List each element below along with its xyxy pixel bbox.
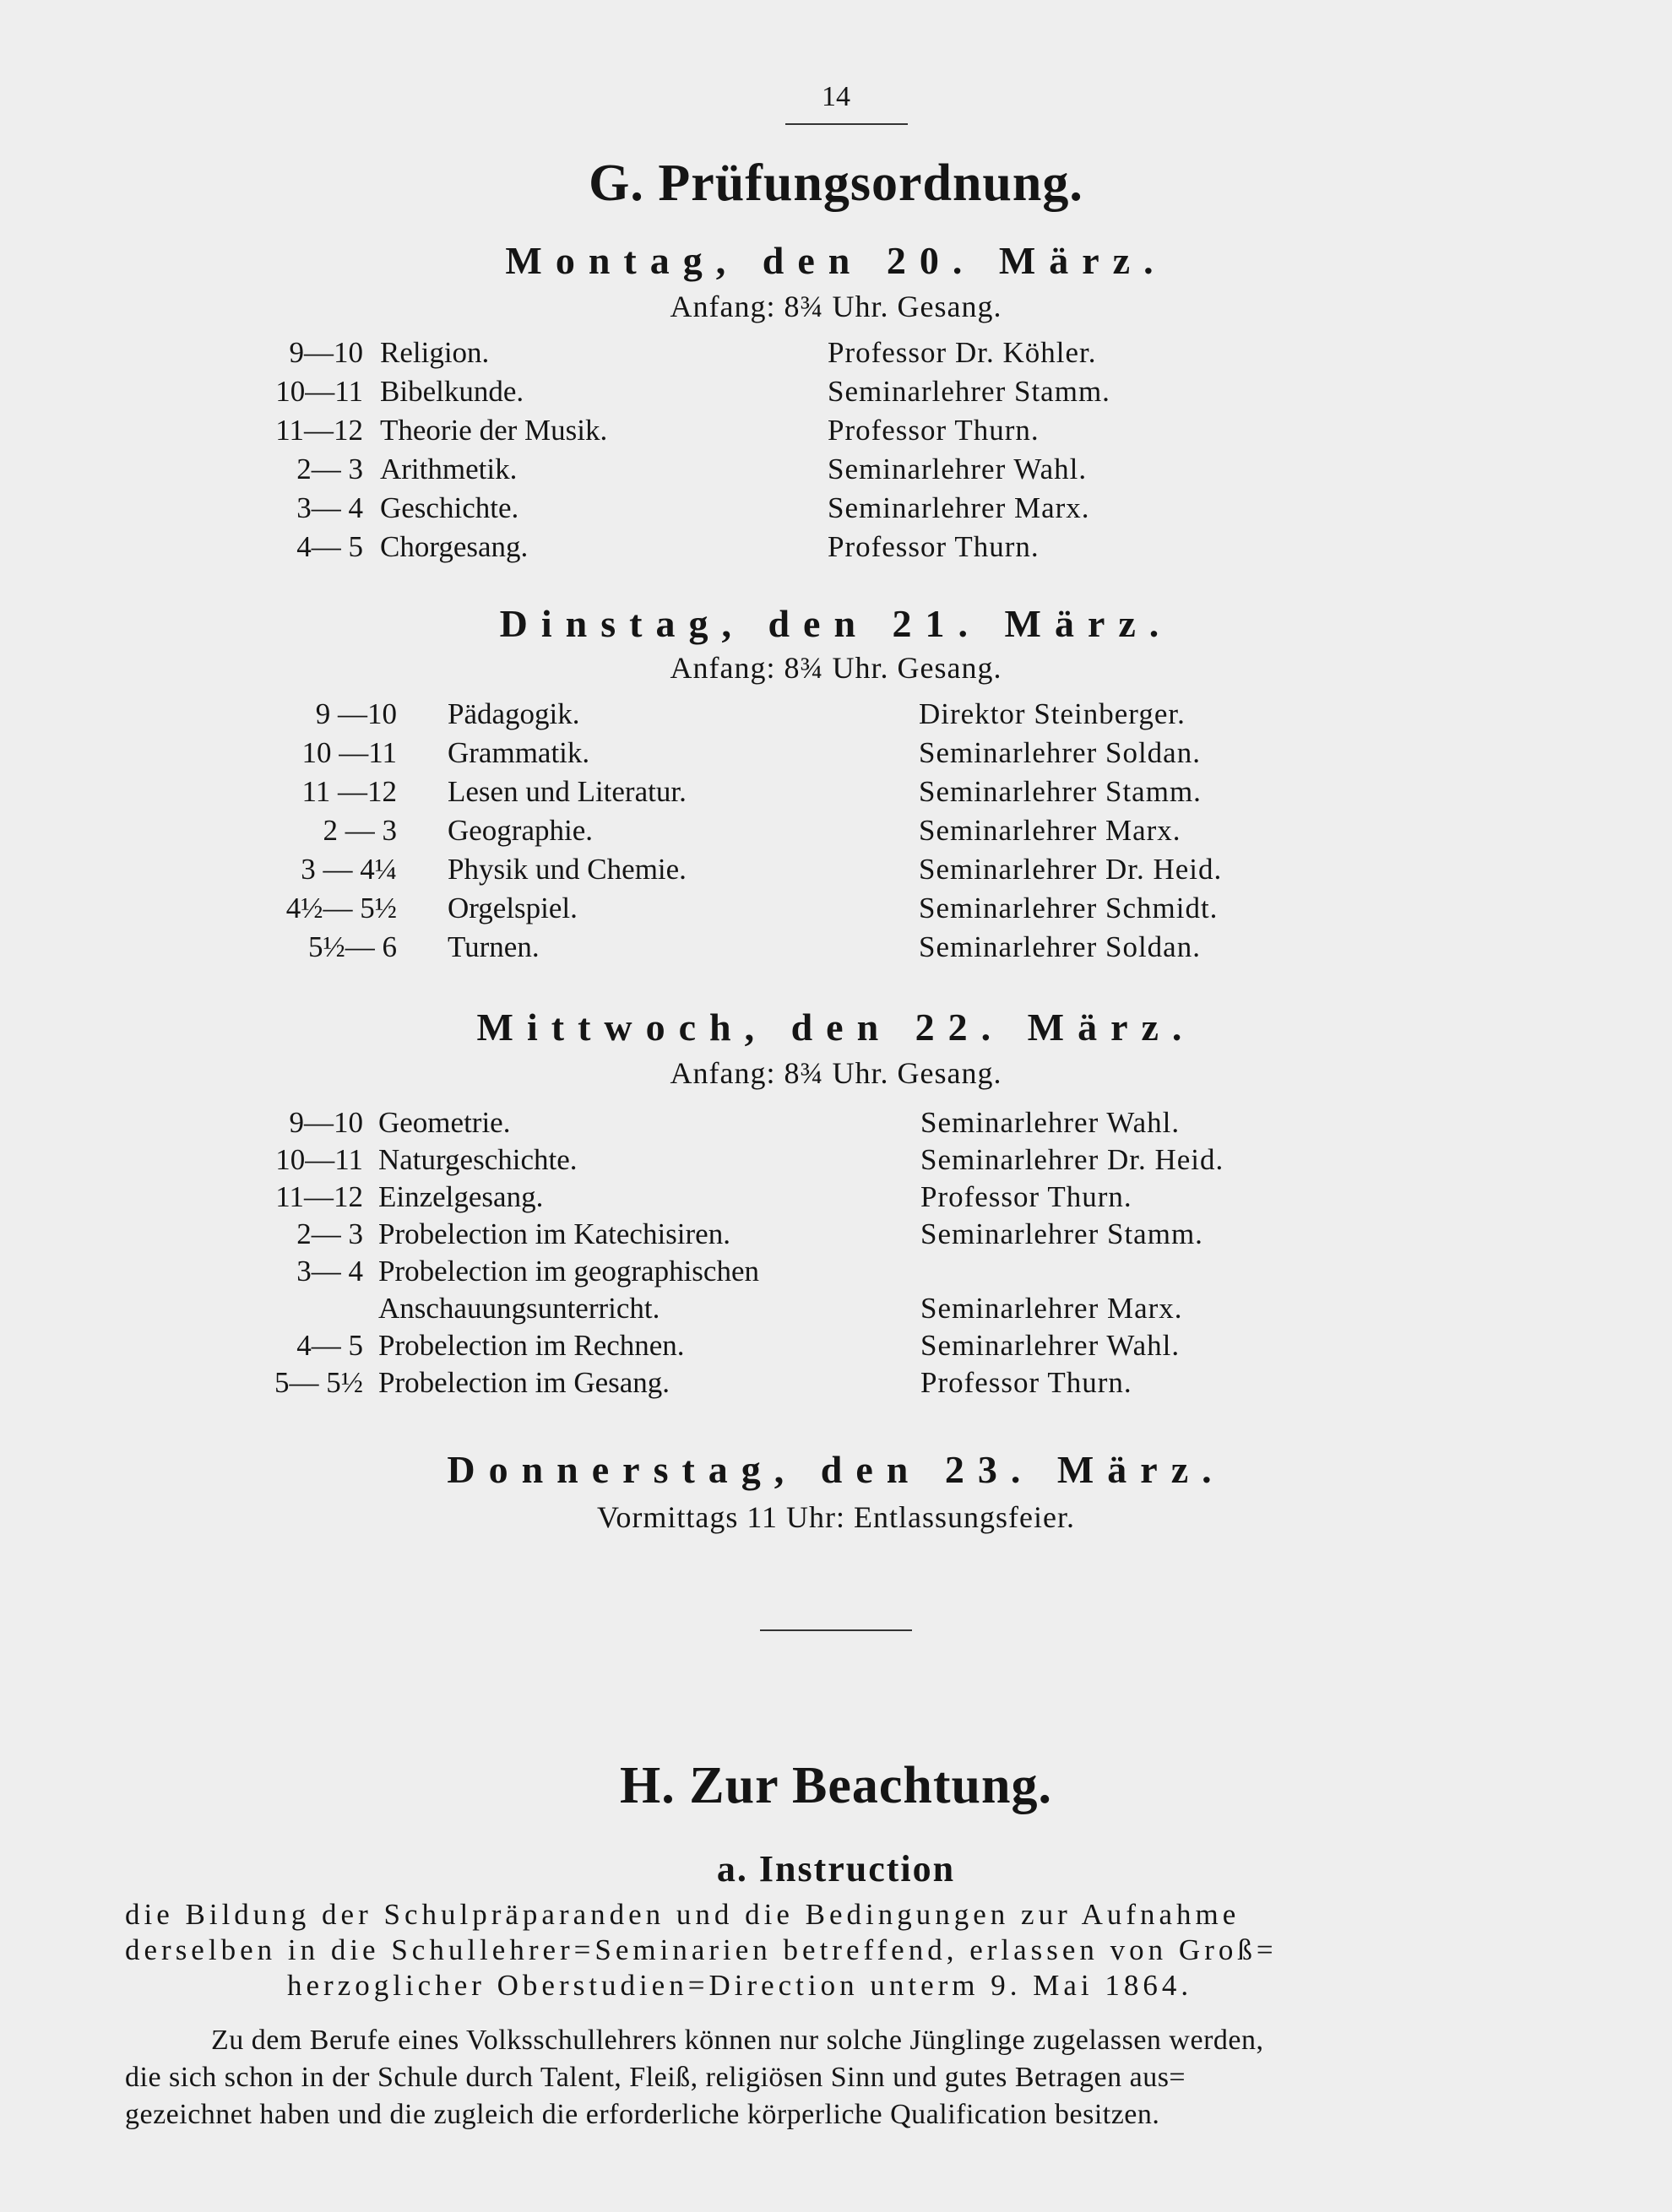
- paragraph-line: Zu dem Berufe eines Volksschullehrers können nur solche Jünglinge zugelassen werden,: [211, 2025, 1264, 2056]
- schedule-teacher: Seminarlehrer Schmidt.: [919, 892, 1219, 924]
- day-heading-thursday: Donnerstag, den 23. März.: [447, 1448, 1225, 1491]
- schedule-time: 4— 5: [296, 530, 363, 563]
- schedule-subject: Einzelgesang.: [378, 1180, 544, 1213]
- schedule-time: 11 —12: [301, 775, 397, 808]
- schedule-teacher: Professor Dr. Köhler.: [828, 336, 1097, 369]
- schedule-teacher: Direktor Steinberger.: [919, 697, 1186, 730]
- schedule-row: [0, 1106, 1672, 1143]
- instruction-line: herzoglicher Oberstudien=Direction unterm 9. Mai 1864.: [287, 1969, 1193, 2002]
- schedule-row: [0, 930, 1672, 968]
- schedule-teacher: Seminarlehrer Marx.: [919, 814, 1181, 847]
- schedule-row: [0, 892, 1672, 929]
- page-number-rule: [785, 123, 908, 125]
- schedule-subject: Geschichte.: [380, 491, 519, 524]
- schedule-time: 2 — 3: [323, 814, 397, 847]
- schedule-time: 9 —10: [315, 697, 397, 730]
- page-number: 14: [822, 81, 850, 112]
- schedule-time: 9—10: [289, 1106, 363, 1139]
- schedule-row: [0, 1255, 1672, 1292]
- schedule-teacher: Seminarlehrer Stamm.: [828, 375, 1110, 408]
- schedule-subject: Physik und Chemie.: [448, 853, 687, 886]
- start-line-monday: Anfang: 8¾ Uhr. Gesang.: [670, 290, 1002, 323]
- schedule-time: 4½— 5½: [285, 892, 397, 924]
- paragraph-line: die sich schon in der Schule durch Talent, Fleiß, religiösen Sinn und gutes Betragen aus=: [125, 2062, 1186, 2093]
- schedule-time: 2— 3: [296, 1217, 363, 1250]
- start-line-tuesday: Anfang: 8¾ Uhr. Gesang.: [670, 651, 1002, 685]
- schedule-time: 3— 4: [296, 1255, 363, 1288]
- schedule-time: 2— 3: [296, 453, 363, 485]
- schedule-time: 10—11: [275, 375, 363, 408]
- schedule-row: [0, 1217, 1672, 1255]
- instruction-line: derselben in die Schullehrer=Seminarien betreffend, erlassen von Groß=: [125, 1933, 1278, 1966]
- schedule-subject: Probelection im Rechnen.: [378, 1329, 685, 1362]
- schedule-time: 3— 4: [296, 491, 363, 524]
- schedule-teacher: Seminarlehrer Stamm.: [920, 1217, 1203, 1250]
- schedule-time: 5— 5½: [274, 1366, 363, 1399]
- schedule-subject: Bibelkunde.: [380, 375, 524, 408]
- schedule-teacher: Seminarlehrer Dr. Heid.: [920, 1143, 1224, 1176]
- schedule-row: [0, 1366, 1672, 1403]
- schedule-teacher: Seminarlehrer Wahl.: [920, 1106, 1181, 1139]
- schedule-row: [0, 1180, 1672, 1217]
- schedule-row: [0, 736, 1672, 773]
- schedule-row: [0, 530, 1672, 567]
- schedule-row: [0, 336, 1672, 373]
- schedule-teacher: Seminarlehrer Stamm.: [919, 775, 1202, 808]
- section-g-title: G. Prüfungsordnung.: [589, 155, 1083, 212]
- section-h-subtitle: a. Instruction: [716, 1848, 956, 1889]
- schedule-subject: Lesen und Literatur.: [448, 775, 687, 808]
- schedule-teacher: Professor Thurn.: [828, 414, 1040, 447]
- schedule-subject: Turnen.: [448, 930, 540, 963]
- instruction-line: die Bildung der Schulpräparanden und die Bedingungen zur Aufnahme: [125, 1898, 1240, 1931]
- start-line-thursday: Vormittags 11 Uhr: Entlassungsfeier.: [597, 1500, 1075, 1534]
- schedule-time: 4— 5: [296, 1329, 363, 1362]
- schedule-time: 11—12: [275, 414, 363, 447]
- schedule-time: 5½— 6: [308, 930, 397, 963]
- schedule-subject: Arithmetik.: [380, 453, 518, 485]
- schedule-time: 10—11: [275, 1143, 363, 1176]
- section-divider-rule: [760, 1629, 912, 1631]
- schedule-row: [0, 775, 1672, 812]
- schedule-row: [0, 1292, 1672, 1329]
- schedule-row: [0, 697, 1672, 735]
- schedule-row: [0, 375, 1672, 412]
- schedule-subject: Theorie der Musik.: [380, 414, 608, 447]
- schedule-subject: Probelection im Gesang.: [378, 1366, 670, 1399]
- schedule-teacher: Professor Thurn.: [920, 1180, 1132, 1213]
- schedule-teacher: Seminarlehrer Dr. Heid.: [919, 853, 1223, 886]
- schedule-time: 3 — 4¼: [301, 853, 397, 886]
- schedule-subject: Pädagogik.: [448, 697, 580, 730]
- schedule-teacher: Seminarlehrer Soldan.: [919, 930, 1201, 963]
- schedule-subject: Geographie.: [448, 814, 594, 847]
- paragraph-line: gezeichnet haben und die zugleich die erforderliche körperliche Qualification besitzen.: [125, 2099, 1160, 2130]
- schedule-row: [0, 453, 1672, 490]
- schedule-row: [0, 414, 1672, 451]
- start-line-wednesday: Anfang: 8¾ Uhr. Gesang.: [670, 1056, 1002, 1090]
- schedule-teacher: Seminarlehrer Wahl.: [920, 1329, 1181, 1362]
- schedule-time: 11—12: [275, 1180, 363, 1213]
- day-heading-wednesday: Mittwoch, den 22. März.: [476, 1006, 1196, 1049]
- section-h-title: H. Zur Beachtung.: [620, 1757, 1052, 1814]
- schedule-subject: Chorgesang.: [380, 530, 529, 563]
- schedule-row: [0, 814, 1672, 851]
- schedule-time: 10 —11: [301, 736, 397, 769]
- schedule-row: [0, 1329, 1672, 1366]
- schedule-subject: Anschauungsunterricht.: [378, 1292, 660, 1325]
- schedule-teacher: Seminarlehrer Marx.: [828, 491, 1090, 524]
- schedule-teacher: Seminarlehrer Wahl.: [828, 453, 1088, 485]
- schedule-subject: Religion.: [380, 336, 490, 369]
- schedule-subject: Orgelspiel.: [448, 892, 578, 924]
- day-heading-monday: Montag, den 20. März.: [505, 239, 1167, 282]
- day-heading-tuesday: Dinstag, den 21. März.: [499, 602, 1173, 645]
- schedule-teacher: Seminarlehrer Soldan.: [919, 736, 1201, 769]
- schedule-time: 9—10: [289, 336, 363, 369]
- schedule-subject: Geometrie.: [378, 1106, 511, 1139]
- schedule-teacher: Professor Thurn.: [828, 530, 1040, 563]
- schedule-teacher: Seminarlehrer Marx.: [920, 1292, 1183, 1325]
- schedule-row: [0, 1143, 1672, 1180]
- schedule-subject: Naturgeschichte.: [378, 1143, 578, 1176]
- schedule-row: [0, 853, 1672, 890]
- schedule-subject: Grammatik.: [448, 736, 590, 769]
- schedule-teacher: Professor Thurn.: [920, 1366, 1132, 1399]
- schedule-subject: Probelection im Katechisiren.: [378, 1217, 730, 1250]
- schedule-subject: Probelection im geographischen: [378, 1255, 759, 1288]
- schedule-row: [0, 491, 1672, 529]
